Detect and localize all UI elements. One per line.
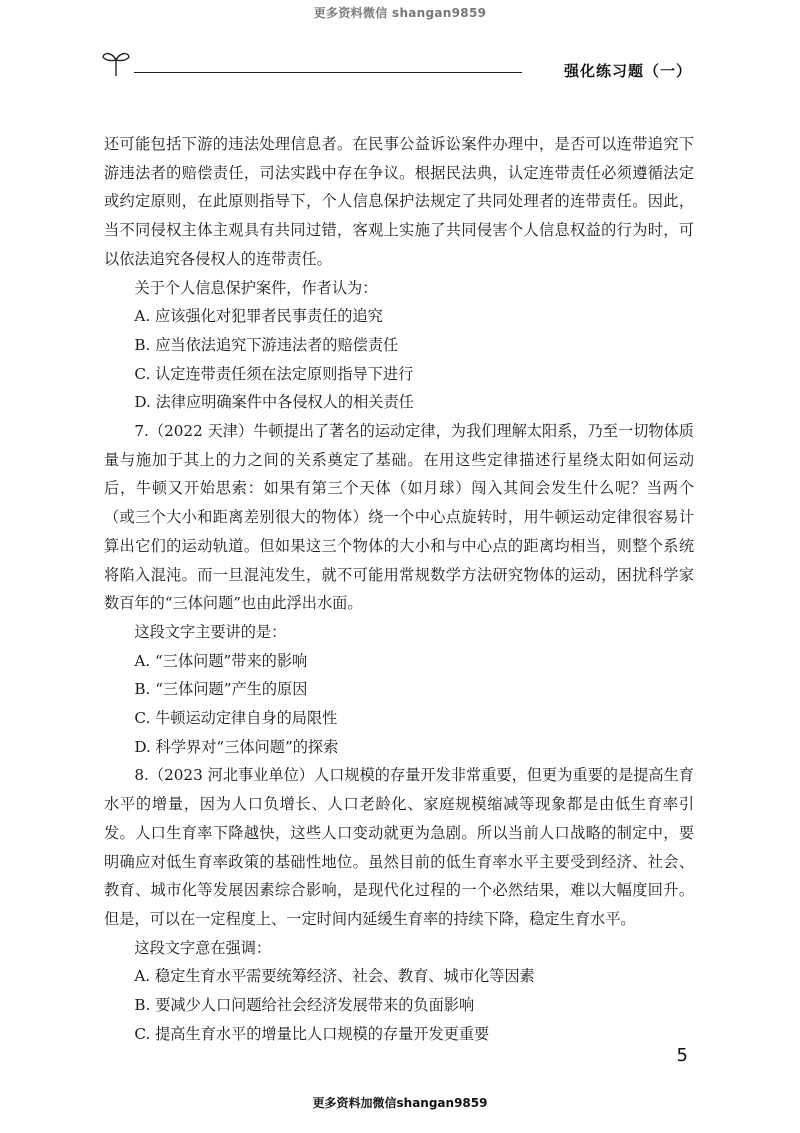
- header-rule: [134, 72, 522, 73]
- section-title: 强化练习题（一）: [563, 62, 692, 80]
- q7-option-a: A. “三体问题”带来的影响: [134, 651, 308, 670]
- q8-passage: 8.（2023 河北事业单位）人口规模的存量开发非常重要，但更为重要的是提高生育水平的增量，因为人口负增长、人口老龄化、家庭规模缩减等现象都是由低生育率引发。人口生育率下降越快，这些人口变动就更为急剧。所以当前人口战略的制定中，要明确应对低生育率政策的基础性地位。虽然目前的低生育率水平主要受到经济、社会、教育、城市化等发展因素综合影响，是现代化过程的一个必然结果，难以大幅度回升。但是，可以在一定程度上、一定时间内延缓生育率的持续下降，稳定生育水平。: [104, 766, 694, 928]
- sprout-icon: [100, 48, 132, 78]
- q7-passage: 7.（2022 天津）牛顿提出了著名的运动定律，为我们理解太阳系，乃至一切物体质量与施加于其上的力之间的关系奠定了基础。在用这些定律描述行星绕太阳如何运动后，牛顿又开始思索：如果有第三个天体（如月球）闯入其间会发生什么呢？当两个（或三个大小和距离差别很大的物体）绕一个中心点旋转时，用牛顿运动定律很容易计算出它们的运动轨道。但如果这三个物体的大小和与中心点的距离均相当，则整个系统将陷入混沌。而一旦混沌发生，就不可能用常规数学方法研究物体的运动，困扰科学家数百年的“三体问题”也由此浮出水面。: [104, 422, 694, 613]
- q8-option-a: A. 稳定生育水平需要统筹经济、社会、教育、城市化等因素: [134, 967, 535, 986]
- q7-stem: 这段文字主要讲的是：: [134, 622, 287, 641]
- q6-stem: 关于个人信息保护案件，作者认为：: [134, 278, 378, 297]
- page-header: [100, 48, 692, 84]
- q8-option-b: B. 要减少人口问题给社会经济发展带来的负面影响: [134, 996, 475, 1015]
- page-content: [104, 130, 694, 1049]
- page-number: 5: [676, 1045, 688, 1066]
- q6-passage: 还可能包括下游的违法处理信息者。在民事公益诉讼案件办理中，是否可以连带追究下游违法者的赔偿责任，司法实践中存在争议。根据民法典，认定连带责任必须遵循法定或约定原则，在此原则指导下，个人信息保护法规定了共同处理者的连带责任。因此，当不同侵权主体主观具有共同过错，客观上实施了共同侵害个人信息权益的行为时，可以依法追究各侵权人的连带责任。: [104, 135, 694, 268]
- q6-option-c: C. 认定连带责任须在法定原则指导下进行: [134, 364, 414, 383]
- q6-option-a: A. 应该强化对犯罪者民事责任的追究: [134, 307, 383, 326]
- q6-option-d: D. 法律应明确案件中各侵权人的相关责任: [134, 393, 414, 412]
- watermark-top: 更多资料微信 shangan9859: [313, 6, 487, 20]
- watermark-bottom: 更多资料加微信shangan9859: [312, 1096, 488, 1110]
- q8-option-c: C. 提高生育水平的增量比人口规模的存量开发更重要: [134, 1024, 490, 1043]
- q7-option-d: D. 科学界对“三体问题”的探索: [134, 737, 339, 756]
- q6-option-b: B. 应当依法追究下游违法者的赔偿责任: [134, 335, 399, 354]
- q7-option-b: B. “三体问题”产生的原因: [134, 680, 308, 699]
- q7-option-c: C. 牛顿运动定律自身的局限性: [134, 709, 338, 728]
- q8-stem: 这段文字意在强调：: [134, 938, 272, 957]
